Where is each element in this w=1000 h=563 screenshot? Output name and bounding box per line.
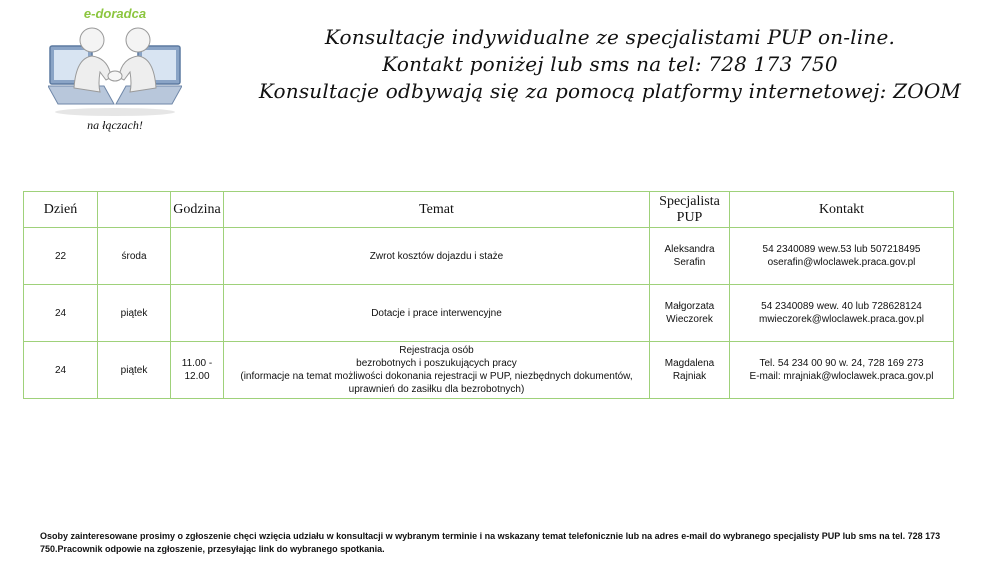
header-topic: Temat <box>224 192 650 228</box>
heading-line-1: Konsultacje indywidualne ze specjalistami PUP on-line. <box>324 25 896 49</box>
cell-contact: 54 2340089 wew. 40 lub 728628124 mwieczorek@wloclawek.praca.gov.pl <box>730 285 954 342</box>
cell-specialist: Aleksandra Serafin <box>650 228 730 285</box>
cell-topic: Dotacje i prace interwencyjne <box>224 285 650 342</box>
header-contact: Kontakt <box>730 192 954 228</box>
cell-time: 11.00 - 12.00 <box>171 342 224 399</box>
logo-tagline: na łączach! <box>87 118 143 132</box>
cell-topic: Rejestracja osób bezrobotnych i poszukujących pracy (informacje na temat możliwości dokonania rejestracji w PUP, niezbędnych dokumentów, uprawnień do zasiłku dla bezrobotnych) <box>224 342 650 399</box>
cell-day: 22 <box>24 228 98 285</box>
consultation-schedule-table <box>23 191 954 399</box>
cell-contact: Tel. 54 234 00 90 w. 24, 728 169 273 E-mail: mrajniak@wloclawek.praca.gov.pl <box>730 342 954 399</box>
table-row <box>24 342 954 399</box>
heading-line-2: Kontakt poniżej lub sms na tel: 728 173 750 <box>382 52 838 76</box>
email-link[interactable]: E-mail: mrajniak@wloclawek.praca.gov.pl <box>749 371 934 382</box>
cell-contact: 54 2340089 wew.53 lub 507218495 oserafin@wloclawek.praca.gov.pl <box>730 228 954 285</box>
logo-title: e-doradca <box>83 6 147 21</box>
page-heading <box>215 24 1000 105</box>
cell-topic: Zwrot kosztów dojazdu i staże <box>224 228 650 285</box>
cell-day: 24 <box>24 342 98 399</box>
cell-weekday: piątek <box>98 342 171 399</box>
header-time: Godzina <box>171 192 224 228</box>
table-header-row <box>24 192 954 228</box>
header-specialist: Specjalista PUP <box>650 192 730 228</box>
cell-weekday: środa <box>98 228 171 285</box>
email-link[interactable]: oserafin@wloclawek.praca.gov.pl <box>767 257 916 268</box>
cell-time <box>171 228 224 285</box>
email-link[interactable]: mwieczorek@wloclawek.praca.gov.pl <box>758 314 925 325</box>
table-row <box>24 285 954 342</box>
cell-specialist: Magdalena Rajniak <box>650 342 730 399</box>
header-day: Dzień <box>24 192 98 228</box>
table-row <box>24 228 954 285</box>
cell-specialist: Małgorzata Wieczorek <box>650 285 730 342</box>
header-weekday <box>98 192 171 228</box>
cell-time <box>171 285 224 342</box>
heading-line-3: Konsultacje odbywają się za pomocą platformy internetowej: ZOOM <box>258 79 962 103</box>
two-people-handshake-laptops-icon <box>48 26 182 118</box>
cell-weekday: piątek <box>98 285 171 342</box>
e-doradca-logo <box>40 6 190 134</box>
footer-note: Osoby zainteresowane prosimy o zgłoszenie chęci wzięcia udziału w konsultacji w wybranym terminie i na wskazany temat telefonicznie lub na adres e-mail do wybranego specjalisty PUP lub sms na tel. 728 173 750.Pracownik odpowie na zgłoszenie, przesyłając link do wybranego spotkania. <box>40 531 941 554</box>
cell-day: 24 <box>24 285 98 342</box>
